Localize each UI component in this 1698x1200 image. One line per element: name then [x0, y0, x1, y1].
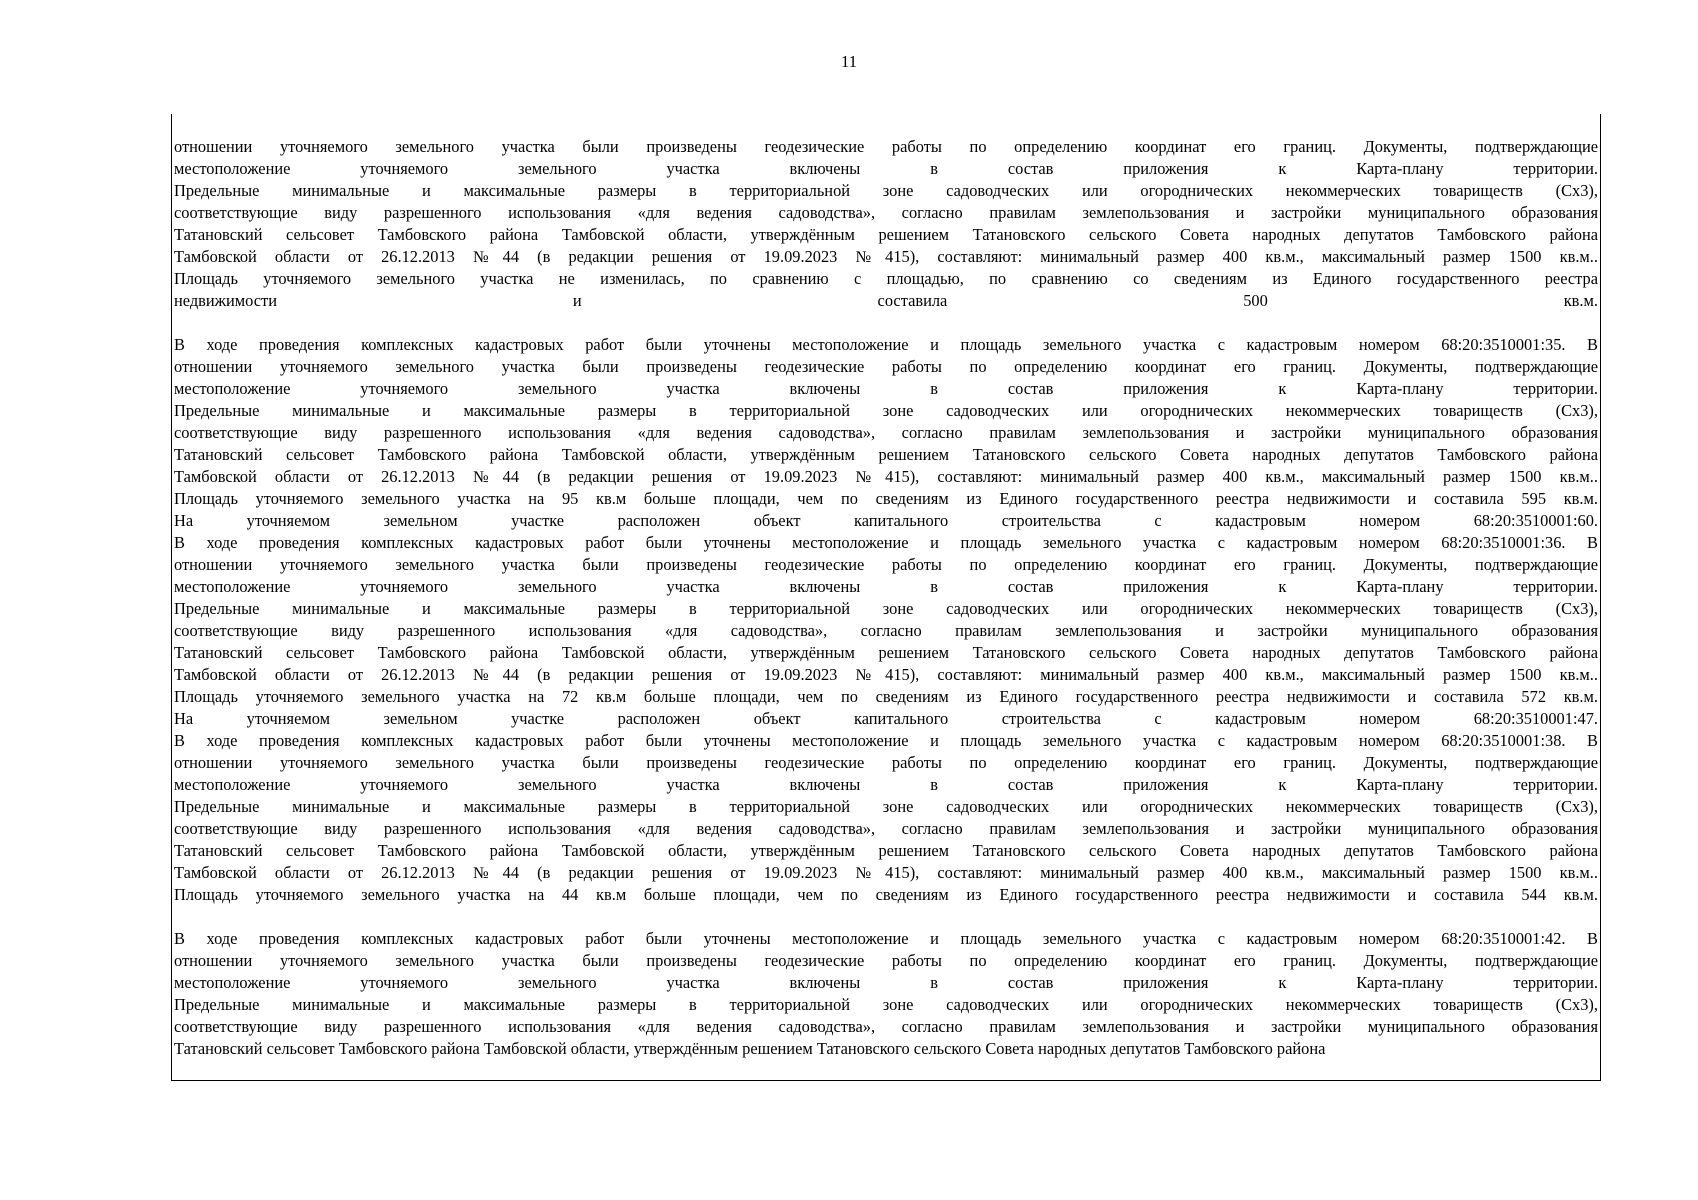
text-line: Татановский сельсовет Тамбовского района Тамбовской области, утверждённым решением Татановского сельского Совета народных депутатов Тамбовского района: [174, 643, 1598, 662]
text-line: Площадь уточняемого земельного участка не изменилась, по сравнению с площадью, по сравнению со сведениям из Единого государственного реестра: [174, 269, 1598, 288]
text-line: Предельные минимальные и максимальные размеры в территориальной зоне садоводческих или огороднических некоммерческих товариществ (Сх3),: [174, 401, 1598, 420]
blank-line: [174, 906, 1598, 928]
text-line: Тамбовской области от 26.12.2013 №44 (в редакции решения от 19.09.2023 №415), составляют: минимальный размер 400 кв.м., максимальный размер 1500 кв.м..: [174, 467, 1598, 486]
text-line: местоположение уточняемого земельного участка включены в состав приложения к Карта-плану территории.: [174, 379, 1598, 398]
text-line: соответствующие виду разрешенного использования «для ведения садоводства», согласно правилам землепользования и застройки муниципального образования: [174, 1017, 1598, 1036]
text-line: местоположение уточняемого земельного участка включены в состав приложения к Карта-плану территории.: [174, 775, 1598, 794]
text-line: соответствующие виду разрешенного использования «для садоводства», согласно правилам землепользования и застройки муниципального образования: [174, 621, 1598, 640]
text-line: недвижимости и составила 500 кв.м.: [174, 291, 1598, 310]
text-line: Татановский сельсовет Тамбовского района Тамбовской области, утверждённым решением Татановского сельского Совета народных депутатов Тамбовского района: [174, 841, 1598, 860]
text-line: Татановский сельсовет Тамбовского района Тамбовской области, утверждённым решением Татановского сельского Совета народных депутатов Тамбовского района: [174, 445, 1598, 464]
text-line: В ходе проведения комплексных кадастровых работ были уточнены местоположение и площадь земельного участка с кадастровым номером 68:20:3510001:36. В: [174, 533, 1598, 552]
text-line: соответствующие виду разрешенного использования «для ведения садоводства», согласно правилам землепользования и застройки муниципального образования: [174, 819, 1598, 838]
text-line: Тамбовской области от 26.12.2013 №44 (в редакции решения от 19.09.2023 №415), составляют: минимальный размер 400 кв.м., максимальный размер 1500 кв.м..: [174, 665, 1598, 684]
text-line: Татановский сельсовет Тамбовского района Тамбовской области, утверждённым решением Татановского сельского Совета народных депутатов Тамбовского района: [174, 225, 1598, 244]
text-line: отношении уточняемого земельного участка были произведены геодезические работы по определению координат его границ. Документы, подтверждающие: [174, 555, 1598, 574]
page-number: 11: [840, 52, 858, 71]
text-line: отношении уточняемого земельного участка были произведены геодезические работы по определению координат его границ. Документы, подтверждающие: [174, 357, 1598, 376]
text-line: На уточняемом земельном участке расположен объект капитального строительства с кадастровым номером 68:20:3510001:60.: [174, 511, 1598, 530]
text-line: Предельные минимальные и максимальные размеры в территориальной зоне садоводческих или огороднических некоммерческих товариществ (Сх3),: [174, 181, 1598, 200]
text-line: В ходе проведения комплексных кадастровых работ были уточнены местоположение и площадь земельного участка с кадастровым номером 68:20:3510001:35. В: [174, 335, 1598, 354]
text-line: Площадь уточняемого земельного участка на 72 кв.м больше площади, чем по сведениям из Единого государственного реестра недвижимости и составила 572 кв.м.: [174, 687, 1598, 706]
text-line: Предельные минимальные и максимальные размеры в территориальной зоне садоводческих или огороднических некоммерческих товариществ (Сх3),: [174, 599, 1598, 618]
text-line: На уточняемом земельном участке расположен объект капитального строительства с кадастровым номером 68:20:3510001:47.: [174, 709, 1598, 728]
text-line: Тамбовской области от 26.12.2013 №44 (в редакции решения от 19.09.2023 №415), составляют: минимальный размер 400 кв.м., максимальный размер 1500 кв.м..: [174, 863, 1598, 882]
text-line: Площадь уточняемого земельного участка на 44 кв.м больше площади, чем по сведениям из Единого государственного реестра недвижимости и составила 544 кв.м.: [174, 885, 1598, 904]
text-line: отношении уточняемого земельного участка были произведены геодезические работы по определению координат его границ. Документы, подтверждающие: [174, 753, 1598, 772]
text-line: Предельные минимальные и максимальные размеры в территориальной зоне садоводческих или огороднических некоммерческих товариществ (Сх3),: [174, 995, 1598, 1014]
document-text-body: [174, 136, 1598, 1060]
text-line: местоположение уточняемого земельного участка включены в состав приложения к Карта-плану территории.: [174, 577, 1598, 596]
text-line: соответствующие виду разрешенного использования «для ведения садоводства», согласно правилам землепользования и застройки муниципального образования: [174, 203, 1598, 222]
text-line: Предельные минимальные и максимальные размеры в территориальной зоне садоводческих или огороднических некоммерческих товариществ (Сх3),: [174, 797, 1598, 816]
text-line: Площадь уточняемого земельного участка на 95 кв.м больше площади, чем по сведениям из Единого государственного реестра недвижимости и составила 595 кв.м.: [174, 489, 1598, 508]
text-line: В ходе проведения комплексных кадастровых работ были уточнены местоположение и площадь земельного участка с кадастровым номером 68:20:3510001:38. В: [174, 731, 1598, 750]
text-line: В ходе проведения комплексных кадастровых работ были уточнены местоположение и площадь земельного участка с кадастровым номером 68:20:3510001:42. В: [174, 929, 1598, 948]
text-line: местоположение уточняемого земельного участка включены в состав приложения к Карта-плану территории.: [174, 973, 1598, 992]
text-line: местоположение уточняемого земельного участка включены в состав приложения к Карта-плану территории.: [174, 159, 1598, 178]
text-line: отношении уточняемого земельного участка были произведены геодезические работы по определению координат его границ. Документы, подтверждающие: [174, 137, 1598, 156]
text-line: соответствующие виду разрешенного использования «для ведения садоводства», согласно правилам землепользования и застройки муниципального образования: [174, 423, 1598, 442]
text-line: Тамбовской области от 26.12.2013 №44 (в редакции решения от 19.09.2023 №415), составляют: минимальный размер 400 кв.м., максимальный размер 1500 кв.м..: [174, 247, 1598, 266]
blank-line: [174, 312, 1598, 334]
text-line: Татановский сельсовет Тамбовского района Тамбовской области, утверждённым решением Татановского сельского Совета народных депутатов Тамбовского района: [174, 1039, 1326, 1058]
text-line: отношении уточняемого земельного участка были произведены геодезические работы по определению координат его границ. Документы, подтверждающие: [174, 951, 1598, 970]
